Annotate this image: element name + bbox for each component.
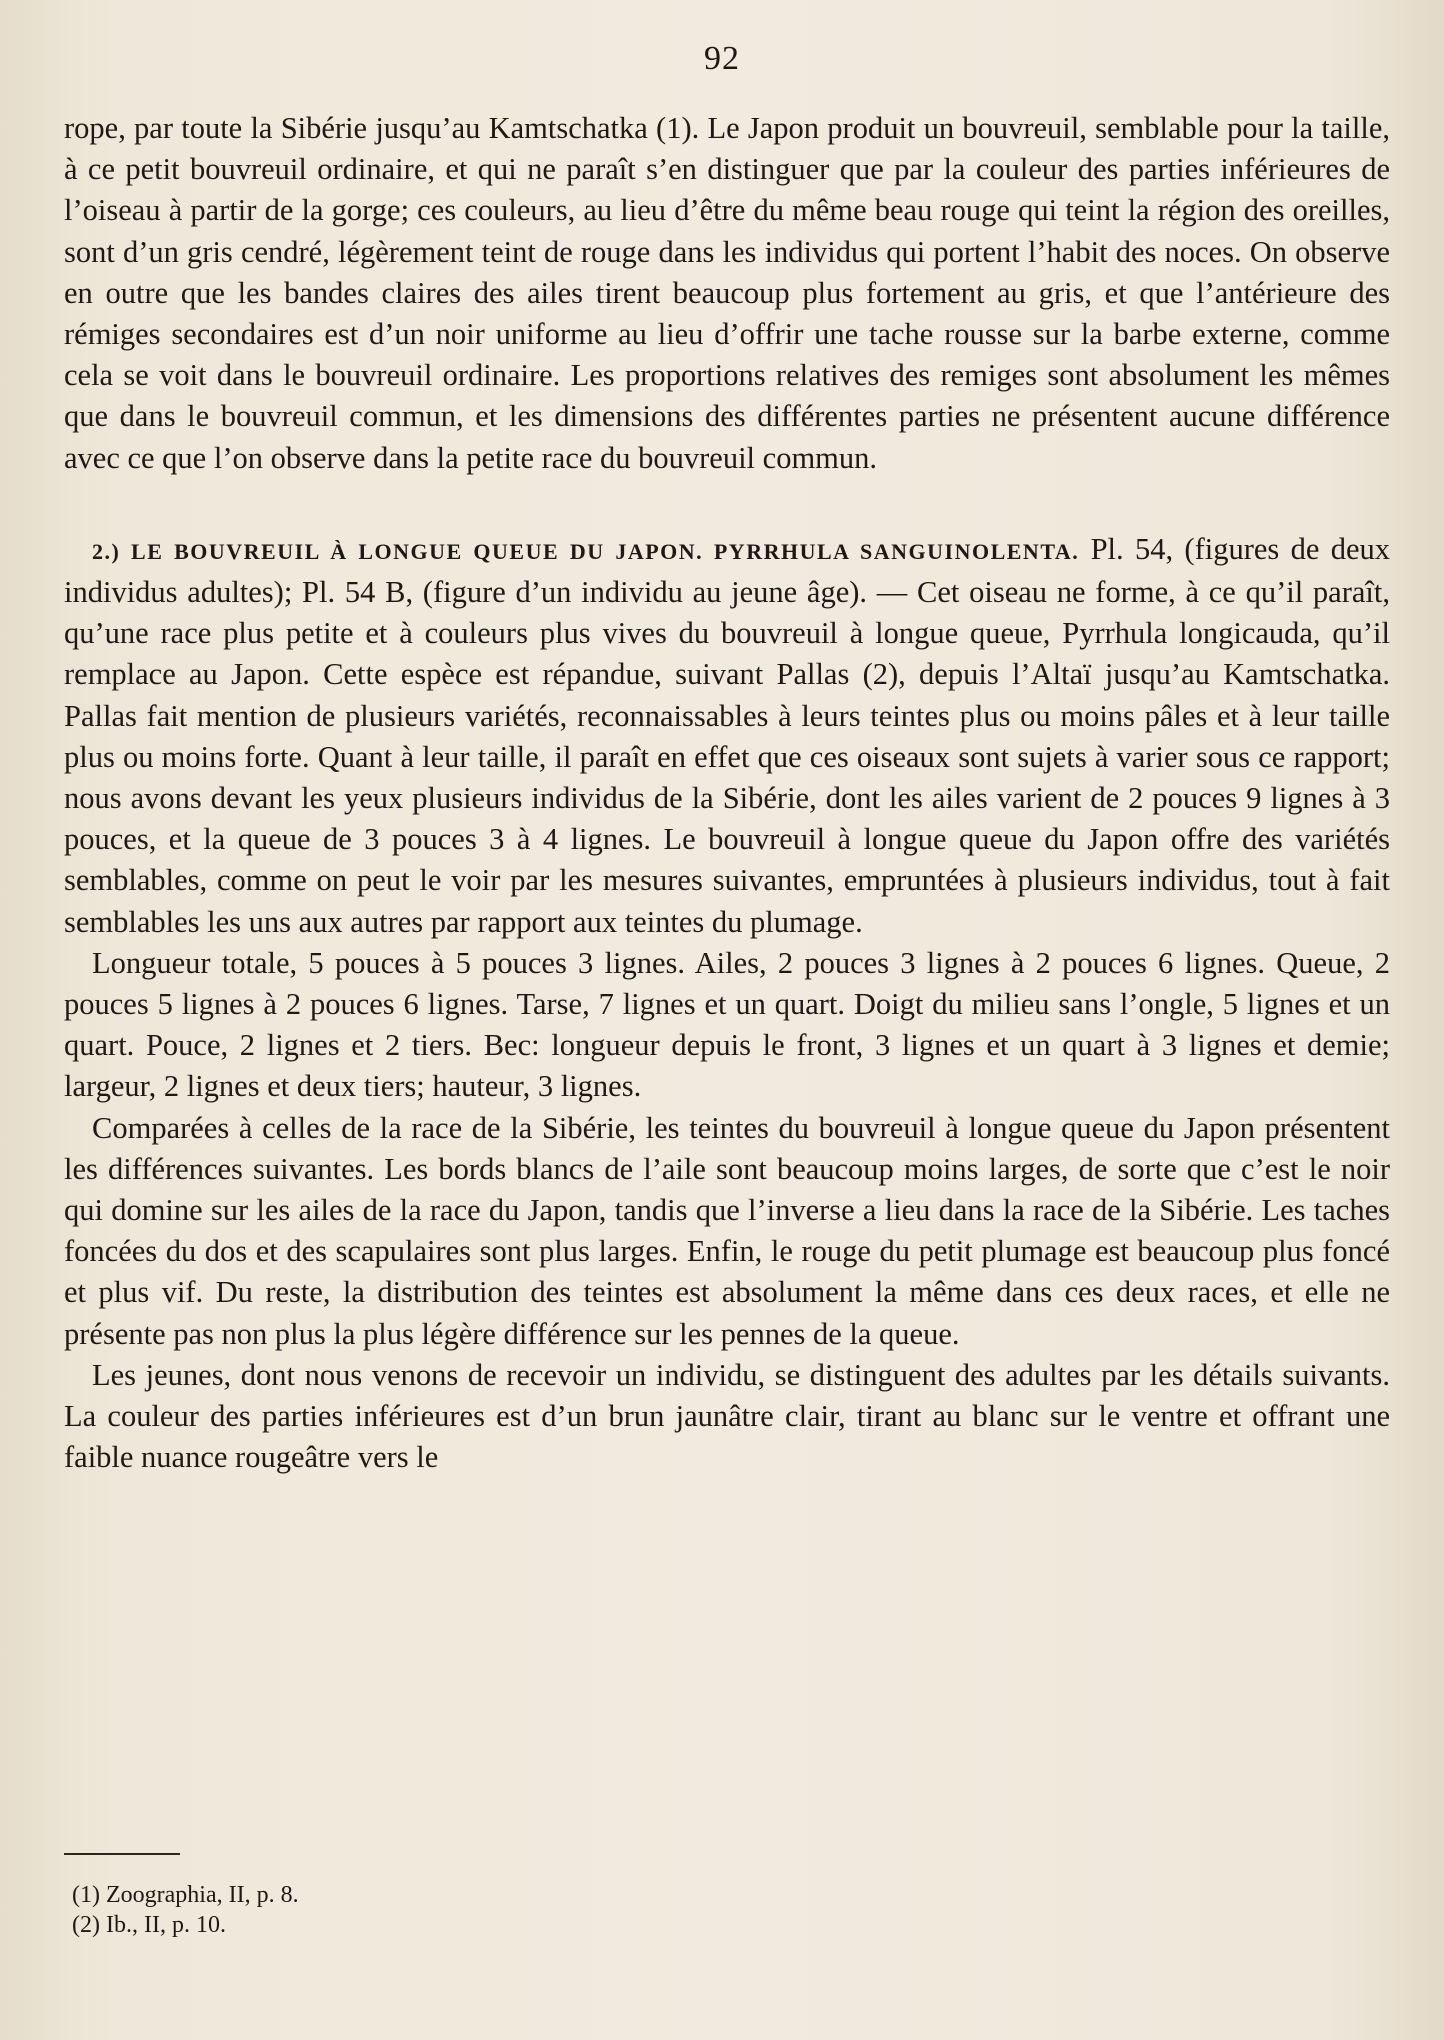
paragraph-4: Comparées à celles de la race de la Sibérie, les teintes du bouvreuil à longue queue du Japon présentent les différences suivantes. Les bords blancs de l’aile sont beaucoup moins larges, de sorte que c’est le noir qui domine sur les ailes de la race du Japon, tandis que l’inverse a lieu dans la race de la Sibérie. Les taches foncées du dos et des scapulaires sont plus larges. Enfin, le rouge du petit plumage est beaucoup plus foncé et plus vif. Du reste, la distribution des teintes est absolument la même dans ces deux races, et elle ne présente pas non plus la plus légère différence sur les pennes de la queue. [64, 1110, 1390, 1351]
paragraph-gap [64, 479, 1390, 529]
footnote-2: (2) Ib., II, p. 10. [72, 1912, 226, 1938]
paragraph-2-text: Pl. 54, (figures de deux individus adultes); Pl. 54 B, (figure d’un individu au jeune âge). — Cet oiseau ne forme, à ce qu’il paraît, qu’une race plus petite et à couleurs plus vives du bouvreuil à longue queue, Pyrrhula longicauda, qu’il remplace au Japon. Cette espèce est répandue, suivant Pallas (2), depuis l’Altaï jusqu’au Kamtschatka. Pallas fait mention de plusieurs variétés, reconnaissables à leurs teintes plus ou moins pâles et à leur taille plus ou moins forte. Quant à leur taille, il paraît en effet que ces oiseaux sont sujets à varier sous ce rapport; nous avons devant les yeux plusieurs individus de la Sibérie, dont les ailes varient de 2 pouces 9 lignes à 3 pouces, et la queue de 3 pouces 3 à 4 lignes. Le bouvreuil à longue queue du Japon offre des variétés semblables, comme on peut le voir par les mesures suivantes, empruntées à plusieurs individus, tout à fait semblables les uns aux autres par rapport aux teintes du plumage. [64, 531, 1390, 939]
species-heading: 2.) LE BOUVREUIL À LONGUE QUEUE DU JAPON. PYRRHULA SANGUINOLENTA. [92, 538, 1080, 564]
footnote-1: (1) Zoographia, II, p. 8. [72, 1882, 299, 1908]
footnotes [72, 1880, 299, 1940]
paragraph-1: rope, par toute la Sibérie jusqu’au Kamtschatka (1). Le Japon produit un bouvreuil, semblable pour la taille, à ce petit bouvreuil ordinaire, et qui ne paraît s’en distinguer que par la couleur des parties inférieures de l’oiseau à partir de la gorge; ces couleurs, au lieu d’être du même beau rouge qui teint la région des oreilles, sont d’un gris cendré, légèrement teint de rouge dans les individus qui portent l’habit des noces. On observe en outre que les bandes claires des ailes tirent beaucoup plus fortement au gris, et que l’antérieure des rémiges secondaires est d’un noir uniforme au lieu d’offrir une tache rousse sur la barbe externe, comme cela se voit dans le bouvreuil ordinaire. Les proportions relatives des remiges sont absolument les mêmes que dans le bouvreuil commun, et les dimensions des différentes parties ne présentent aucune différence avec ce que l’on observe dans la petite race du bouvreuil commun. [64, 111, 1390, 475]
body-text [64, 108, 1390, 1479]
page-number: 92 [704, 40, 740, 77]
paragraph-5: Les jeunes, dont nous venons de recevoir un individu, se distinguent des adultes par les détails suivants. La couleur des parties inférieures est d’un brun jaunâtre clair, tirant au blanc sur le ventre et offrant une faible nuance rougeâtre vers le [64, 1357, 1390, 1475]
footnote-divider [64, 1853, 180, 1855]
paragraph-3: Longueur totale, 5 pouces à 5 pouces 3 lignes. Ailes, 2 pouces 3 lignes à 2 pouces 6 lignes. Queue, 2 pouces 5 lignes à 2 pouces 6 lignes. Tarse, 7 lignes et un quart. Doigt du milieu sans l’ongle, 5 lignes et un quart. Pouce, 2 lignes et 2 tiers. Bec: longueur depuis le front, 3 lignes et un quart à 3 lignes et demie; largeur, 2 lignes et deux tiers; hauteur, 3 lignes. [64, 945, 1390, 1104]
paragraph-2 [64, 529, 1390, 943]
